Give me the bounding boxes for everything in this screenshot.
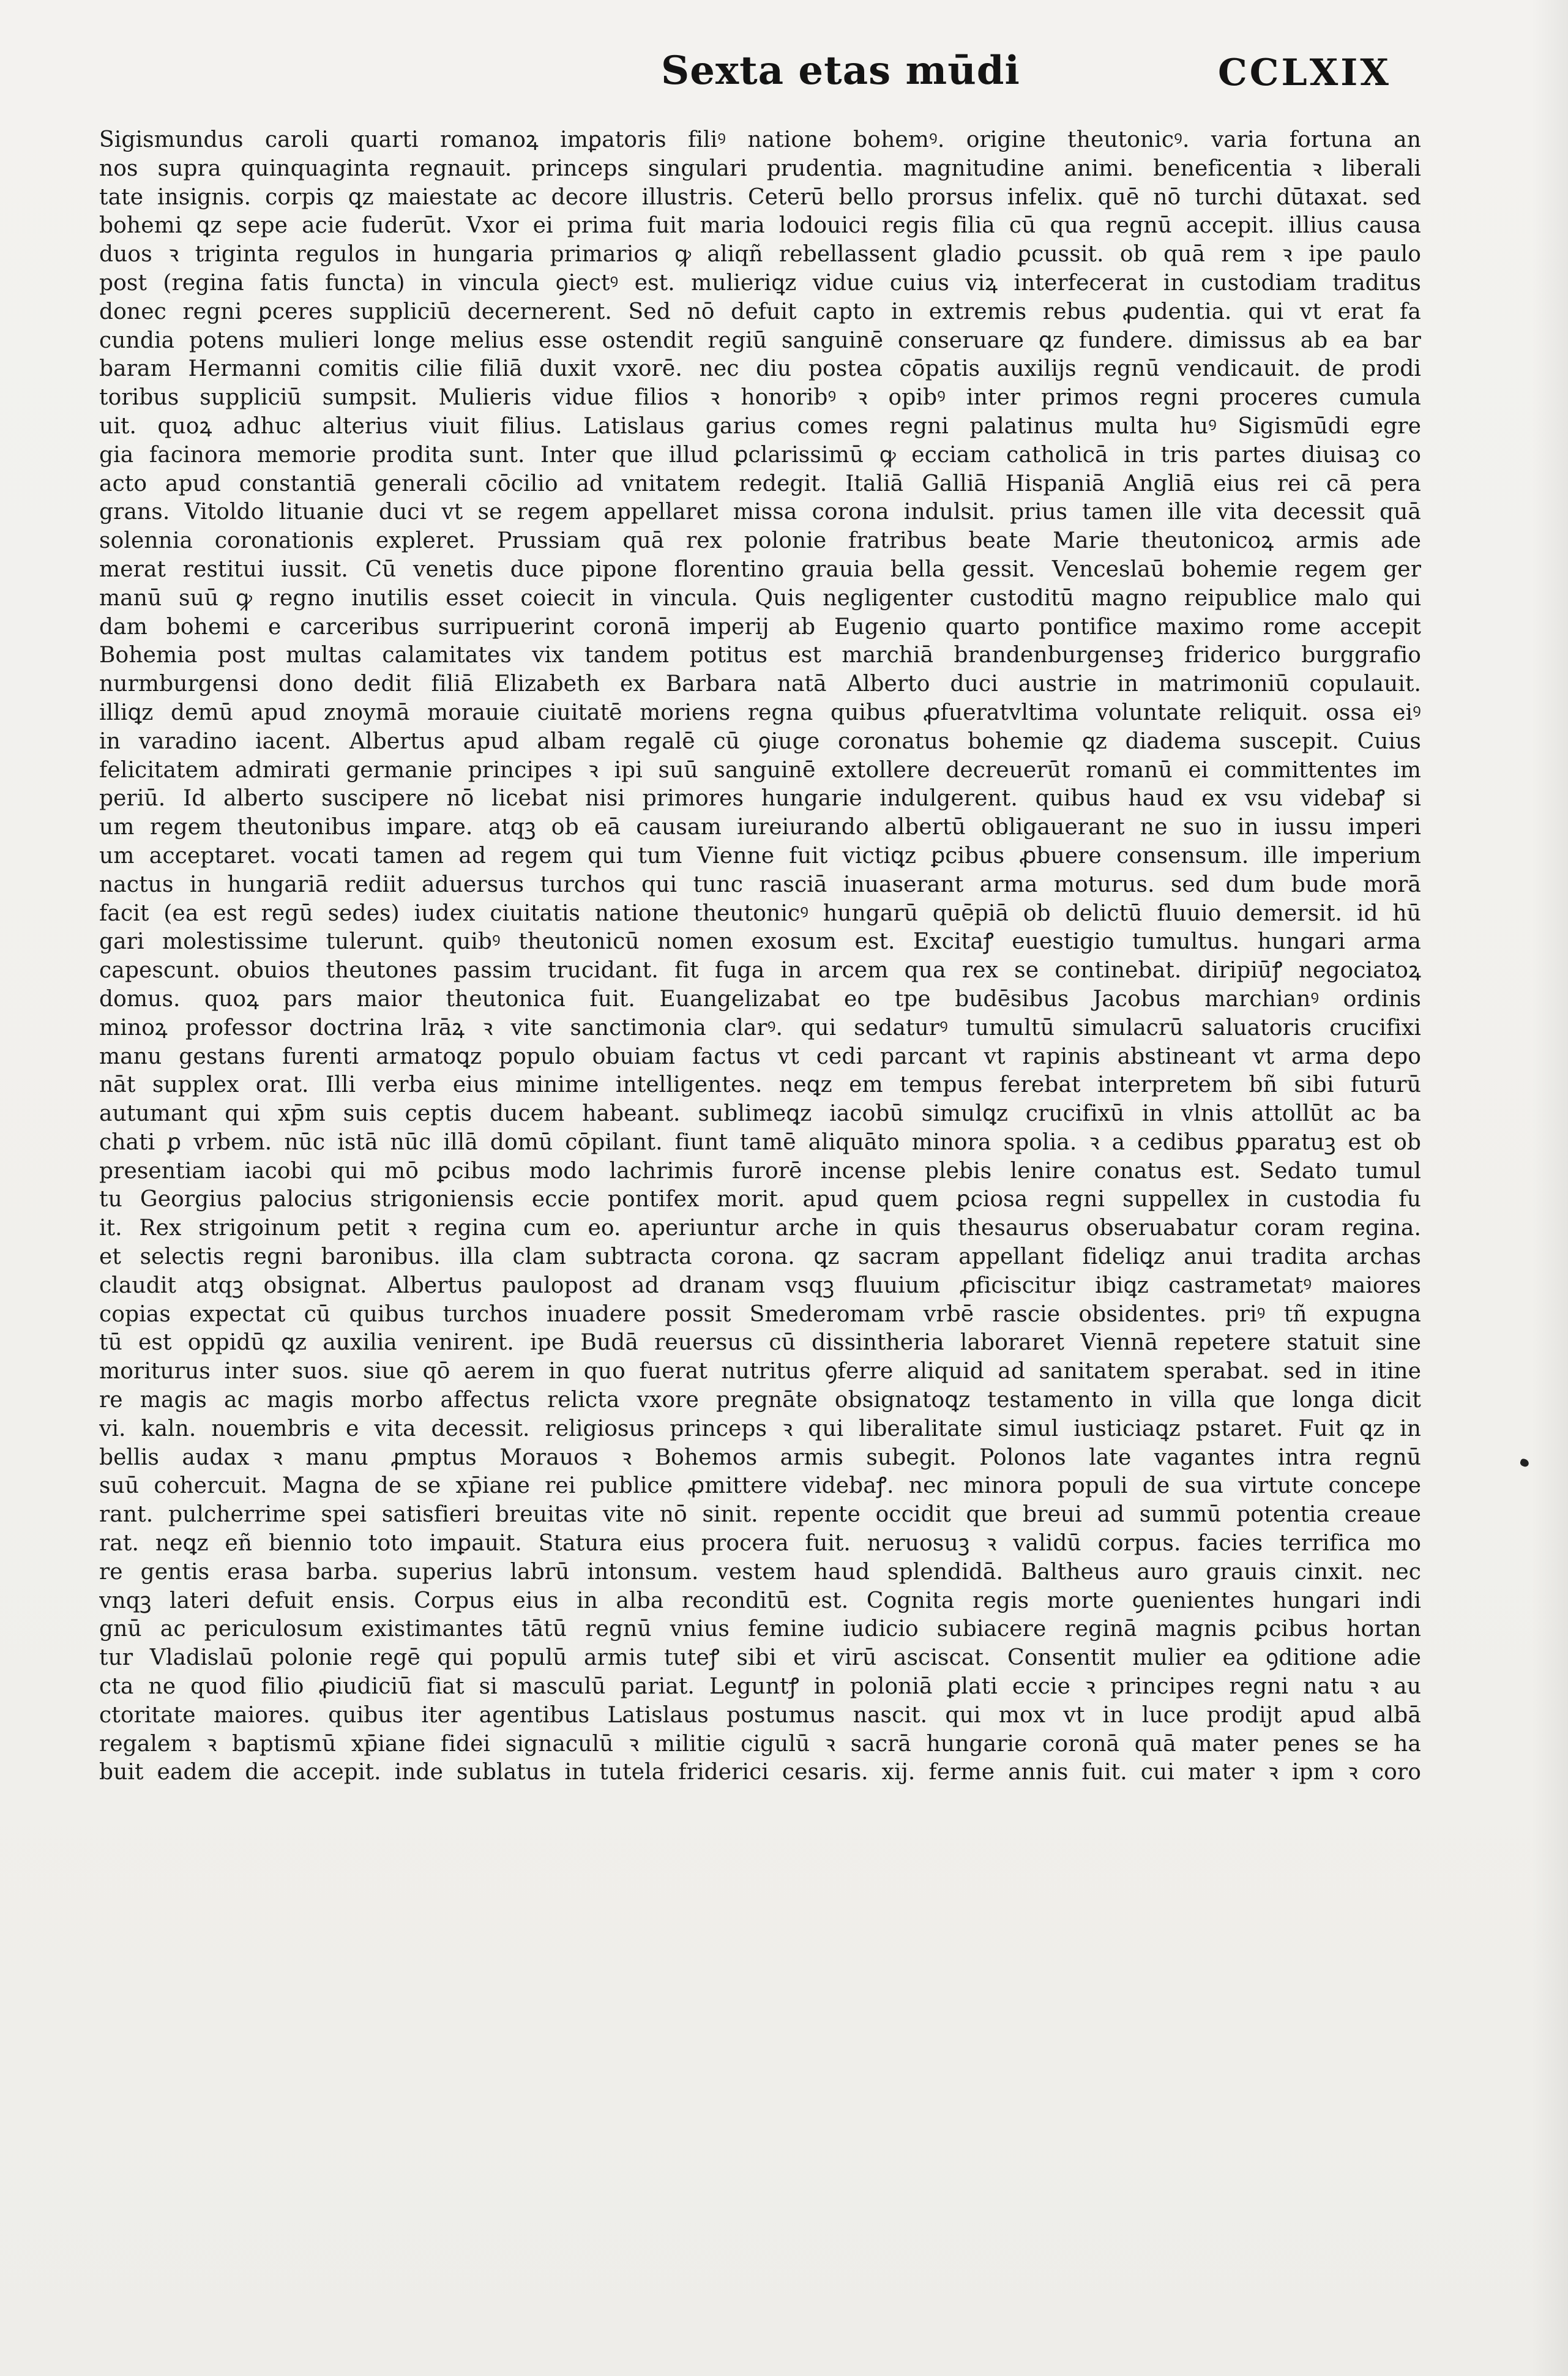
text-line: Bohemia post multas calamitates vix tandem potitus est marchiā brandenburgenseꝫ friderico burggrafio bbox=[99, 643, 1421, 668]
text-line: tu Georgius palocius strigoniensis eccie pontifex morit. apud quem ꝑciosa regni suppellex in custodia fu bbox=[99, 1187, 1421, 1212]
text-line: nurmburgensi dono dedit filiā Elizabeth ex Barbara natā Alberto duci austrie in matrimoniū copulauit. bbox=[99, 671, 1421, 697]
text-line: rat. neꝗz eñ biennio toto imꝑauit. Statura eius procera fuit. neruosuꝫ ꝛ validū corpus. facies terrifica mo bbox=[99, 1531, 1421, 1556]
text-line: donec regni ꝑceres suppliciū decernerent. Sed nō defuit capto in extremis rebus ꝓudentia. qui vt erat fa bbox=[99, 299, 1421, 324]
text-line: buit eadem die accepit. inde sublatus in tutela friderici cesaris. xij. ferme annis fuit. cui mater ꝛ ipm ꝛ coro bbox=[99, 1760, 1421, 1785]
text-line: gnū ac periculosum existimantes tātū regnū vnius femine iudicio subiacere reginā magnis ꝑcibus hortan bbox=[99, 1616, 1421, 1642]
text-line: nos supra quinquaginta regnauit. princeps singulari prudentia. magnitudine animi. beneficentia ꝛ liberali bbox=[99, 155, 1421, 181]
text-line: Sigismundus caroli quarti romanoꝝ imꝑatoris filiꝰ natione bohemꝰ. origine theutonicꝰ. varia fortuna an bbox=[99, 127, 1421, 152]
text-line: acto apud constantiā generali cōcilio ad vnitatem redegit. Italiā Galliā Hispaniā Angliā eius rei cā pera bbox=[99, 471, 1421, 496]
text-line: manū suū ꝙ regno inutilis esset coiecit in vincula. Quis negligenter custoditū magno reipublice malo qui bbox=[99, 585, 1421, 611]
text-line: moriturus inter suos. siue qō aerem in quo fuerat nutritus ꝯferre aliquid ad sanitatem sperabat. sed in itine bbox=[99, 1359, 1421, 1384]
ink-speck bbox=[1519, 1458, 1529, 1468]
text-line: in varadino iacent. Albertus apud albam regalē cū ꝯiuge coronatus bohemie ꝗz diadema suscepit. Cuius bbox=[99, 728, 1421, 754]
text-line: capescunt. obuios theutones passim trucidant. fit fuga in arcem qua rex se continebat. diripiūꝭ negociatoꝝ bbox=[99, 958, 1421, 984]
text-line: um regem theutonibus imꝑare. atqꝫ ob eā causam iureiurando albertū obligauerant ne suo in iussu imperi bbox=[99, 815, 1421, 840]
text-line: vi. kaln. nouembris e vita decessit. religiosus princeps ꝛ qui liberalitate simul iusticiaꝗz pstaret. Fuit ꝗz in bbox=[99, 1416, 1421, 1441]
text-line: merat restitui iussit. Cū venetis duce pipone florentino grauia bella gessit. Venceslaū bohemie regem ger bbox=[99, 556, 1421, 582]
text-line: autumant qui xp̄m suis ceptis ducem habeant. sublimeꝗz iacobū simulꝗz crucifixū in vlnis attollūt ac ba bbox=[99, 1101, 1421, 1127]
text-line: rant. pulcherrime spei satisfieri breuitas vite nō sinit. repente occidit que breui ad summū potentia creaue bbox=[99, 1502, 1421, 1528]
folio-number: CCLXIX bbox=[1218, 51, 1391, 94]
text-line: regalem ꝛ baptismū xp̄iane fidei signaculū ꝛ militie cigulū ꝛ sacrā hungarie coronā quā mater penes se ha bbox=[99, 1731, 1421, 1757]
text-line: suū cohercuit. Magna de se xp̄iane rei publice ꝓmittere videbaꝭ. nec minora populi de sua virtute concepe bbox=[99, 1473, 1421, 1499]
text-line: et selectis regni baronibus. illa clam subtracta corona. ꝗz sacram appellant fideliꝗz anui tradita archas bbox=[99, 1244, 1421, 1270]
text-line: manu gestans furenti armatoꝗz populo obuiam factus vt cedi parcant vt rapinis abstineant vt arma depo bbox=[99, 1044, 1421, 1069]
text-line: claudit atqꝫ obsignat. Albertus paulopost ad dranam vsqꝫ fluuium ꝓficiscitur ibiꝗz castrametatꝰ maiores bbox=[99, 1272, 1421, 1298]
text-line: nactus in hungariā rediit aduersus turchos qui tunc rasciā inuaserant arma moturus. sed dum bude morā bbox=[99, 872, 1421, 897]
text-line: facit (ea est regū sedes) iudex ciuitatis natione theutonicꝰ hungarū quēpiā ob delictū fluuio demersit. id hū bbox=[99, 900, 1421, 926]
text-line: illiꝗz demū apud znoymā morauie ciuitatē moriens regna quibus ꝓfueratvltima voluntate reliquit. ossa eiꝰ bbox=[99, 700, 1421, 725]
text-line: ctoritate maiores. quibus iter agentibus Latislaus postumus nascit. qui mox vt in luce prodijt apud albā bbox=[99, 1702, 1421, 1728]
text-line: toribus suppliciū sumpsit. Mulieris vidue filios ꝛ honoribꝰ ꝛ opibꝰ inter primos regni proceres cumula bbox=[99, 385, 1421, 411]
body-text bbox=[99, 126, 1421, 1787]
text-line: copias expectat cū quibus turchos inuadere possit Smederomam vrbē rascie obsidentes. priꝰ tñ expugna bbox=[99, 1301, 1421, 1327]
text-line: domus. quoꝝ pars maior theutonica fuit. Euangelizabat eo tpe budēsibus Jacobus marchianꝰ ordinis bbox=[99, 986, 1421, 1012]
text-line: cta ne quod filio ꝓiudiciū fiat si masculū pariat. Leguntꝭ in poloniā ꝑlati eccie ꝛ principes regni natu ꝛ au bbox=[99, 1674, 1421, 1700]
text-line: bohemi ꝗz sepe acie fuderūt. Vxor ei prima fuit maria lodouici regis filia cū qua regnū accepit. illius causa bbox=[99, 213, 1421, 239]
text-line: chati ꝑ vrbem. nūc istā nūc illā domū cōpilant. fiunt tamē aliquāto minora spolia. ꝛ a cedibus ꝑparatuꝫ est ob bbox=[99, 1129, 1421, 1155]
text-line: re magis ac magis morbo affectus relicta vxore pregnāte obsignatoꝗz testamento in villa que longa dicit bbox=[99, 1388, 1421, 1413]
text-line: uit. quoꝝ adhuc alterius viuit filius. Latislaus garius comes regni palatinus multa huꝰ Sigismūdi egre bbox=[99, 413, 1421, 439]
text-line: baram Hermanni comitis cilie filiā duxit vxorē. nec diu postea cōpatis auxilijs regnū vendicauit. de prodi bbox=[99, 356, 1421, 382]
text-line: gari molestissime tulerunt. quibꝰ theutonicū nomen exosum est. Excitaꝭ euestigio tumultus. hungari arma bbox=[99, 929, 1421, 955]
text-line: post (regina fatis functa) in vincula ꝯiectꝰ est. mulieriꝗz vidue cuius viꝝ interfecerat in custodiam traditus bbox=[99, 270, 1421, 296]
text-line: solennia coronationis expleret. Prussiam quā rex polonie fratribus beate Marie theutonicoꝝ armis ade bbox=[99, 528, 1421, 554]
text-line: tū est oppidū ꝗz auxilia venirent. ipe Budā reuersus cū dissintheria laboraret Viennā repetere statuit sine bbox=[99, 1330, 1421, 1356]
text-line: tur Vladislaū polonie regē qui populū armis tuteꝭ sibi et virū asciscat. Consentit mulier ea ꝯditione adie bbox=[99, 1645, 1421, 1671]
text-line: dam bohemi e carceribus surripuerint coronā imperij ab Eugenio quarto pontifice maximo rome accepit bbox=[99, 614, 1421, 640]
text-line: um acceptaret. vocati tamen ad regem qui tum Vienne fuit victiꝗz ꝑcibus ꝓbuere consensum. ille imperium bbox=[99, 843, 1421, 869]
text-line: felicitatem admirati germanie principes ꝛ ipi suū sanguinē extollere decreuerūt romanū ei committentes im bbox=[99, 757, 1421, 783]
text-line: tate insignis. corpis ꝗz maiestate ac decore illustris. Ceterū bello prorsus infelix. quē nō turchi dūtaxat. sed bbox=[99, 184, 1421, 210]
text-line: presentiam iacobi qui mō ꝑcibus modo lachrimis furorē incense plebis lenire conatus est. Sedato tumul bbox=[99, 1158, 1421, 1184]
text-line: vnqꝫ lateri defuit ensis. Corpus eius in alba reconditū est. Cognita regis morte ꝯuenientes hungari indi bbox=[99, 1588, 1421, 1613]
text-line: grans. Vitoldo lituanie duci vt se regem appellaret missa corona indulsit. prius tamen ille vita decessit quā bbox=[99, 499, 1421, 525]
text-line: bellis audax ꝛ manu ꝓmptus Morauos ꝛ Bohemos armis subegit. Polonos late vagantes intra regnū bbox=[99, 1444, 1421, 1470]
text-line: periū. Id alberto suscipere nō licebat nisi primores hungarie indulgerent. quibus haud ex vsu videbaꝭ si bbox=[99, 786, 1421, 812]
running-head: Sexta etas mūdi bbox=[661, 48, 1020, 94]
text-line: minoꝝ professor doctrina lrāꝝ ꝛ vite sanctimonia clarꝰ. qui sedaturꝰ tumultū simulacrū saluatoris crucifixi bbox=[99, 1015, 1421, 1040]
text-line: it. Rex strigoinum petit ꝛ regina cum eo. aperiuntur arche in quis thesaurus obseruabatur coram regina. bbox=[99, 1216, 1421, 1241]
text-line: cundia potens mulieri longe melius esse ostendit regiū sanguinē conseruare ꝗz fundere. dimissus ab ea bar bbox=[99, 327, 1421, 353]
text-line: duos ꝛ triginta regulos in hungaria primarios ꝙ aliqñ rebellassent gladio ꝑcussit. ob quā rem ꝛ ipe paulo bbox=[99, 242, 1421, 267]
text-line: nāt supplex orat. Illi verba eius minime intelligentes. neꝗz em tempus ferebat interpretem bñ sibi futurū bbox=[99, 1072, 1421, 1098]
text-line: re gentis erasa barba. superius labrū intonsum. vestem haud splendidā. Baltheus auro grauis cinxit. nec bbox=[99, 1559, 1421, 1585]
text-line: gia facinora memorie prodita sunt. Inter que illud ꝑclarissimū ꝙ ecciam catholicā in tris partes diuisaꝫ co bbox=[99, 442, 1421, 468]
